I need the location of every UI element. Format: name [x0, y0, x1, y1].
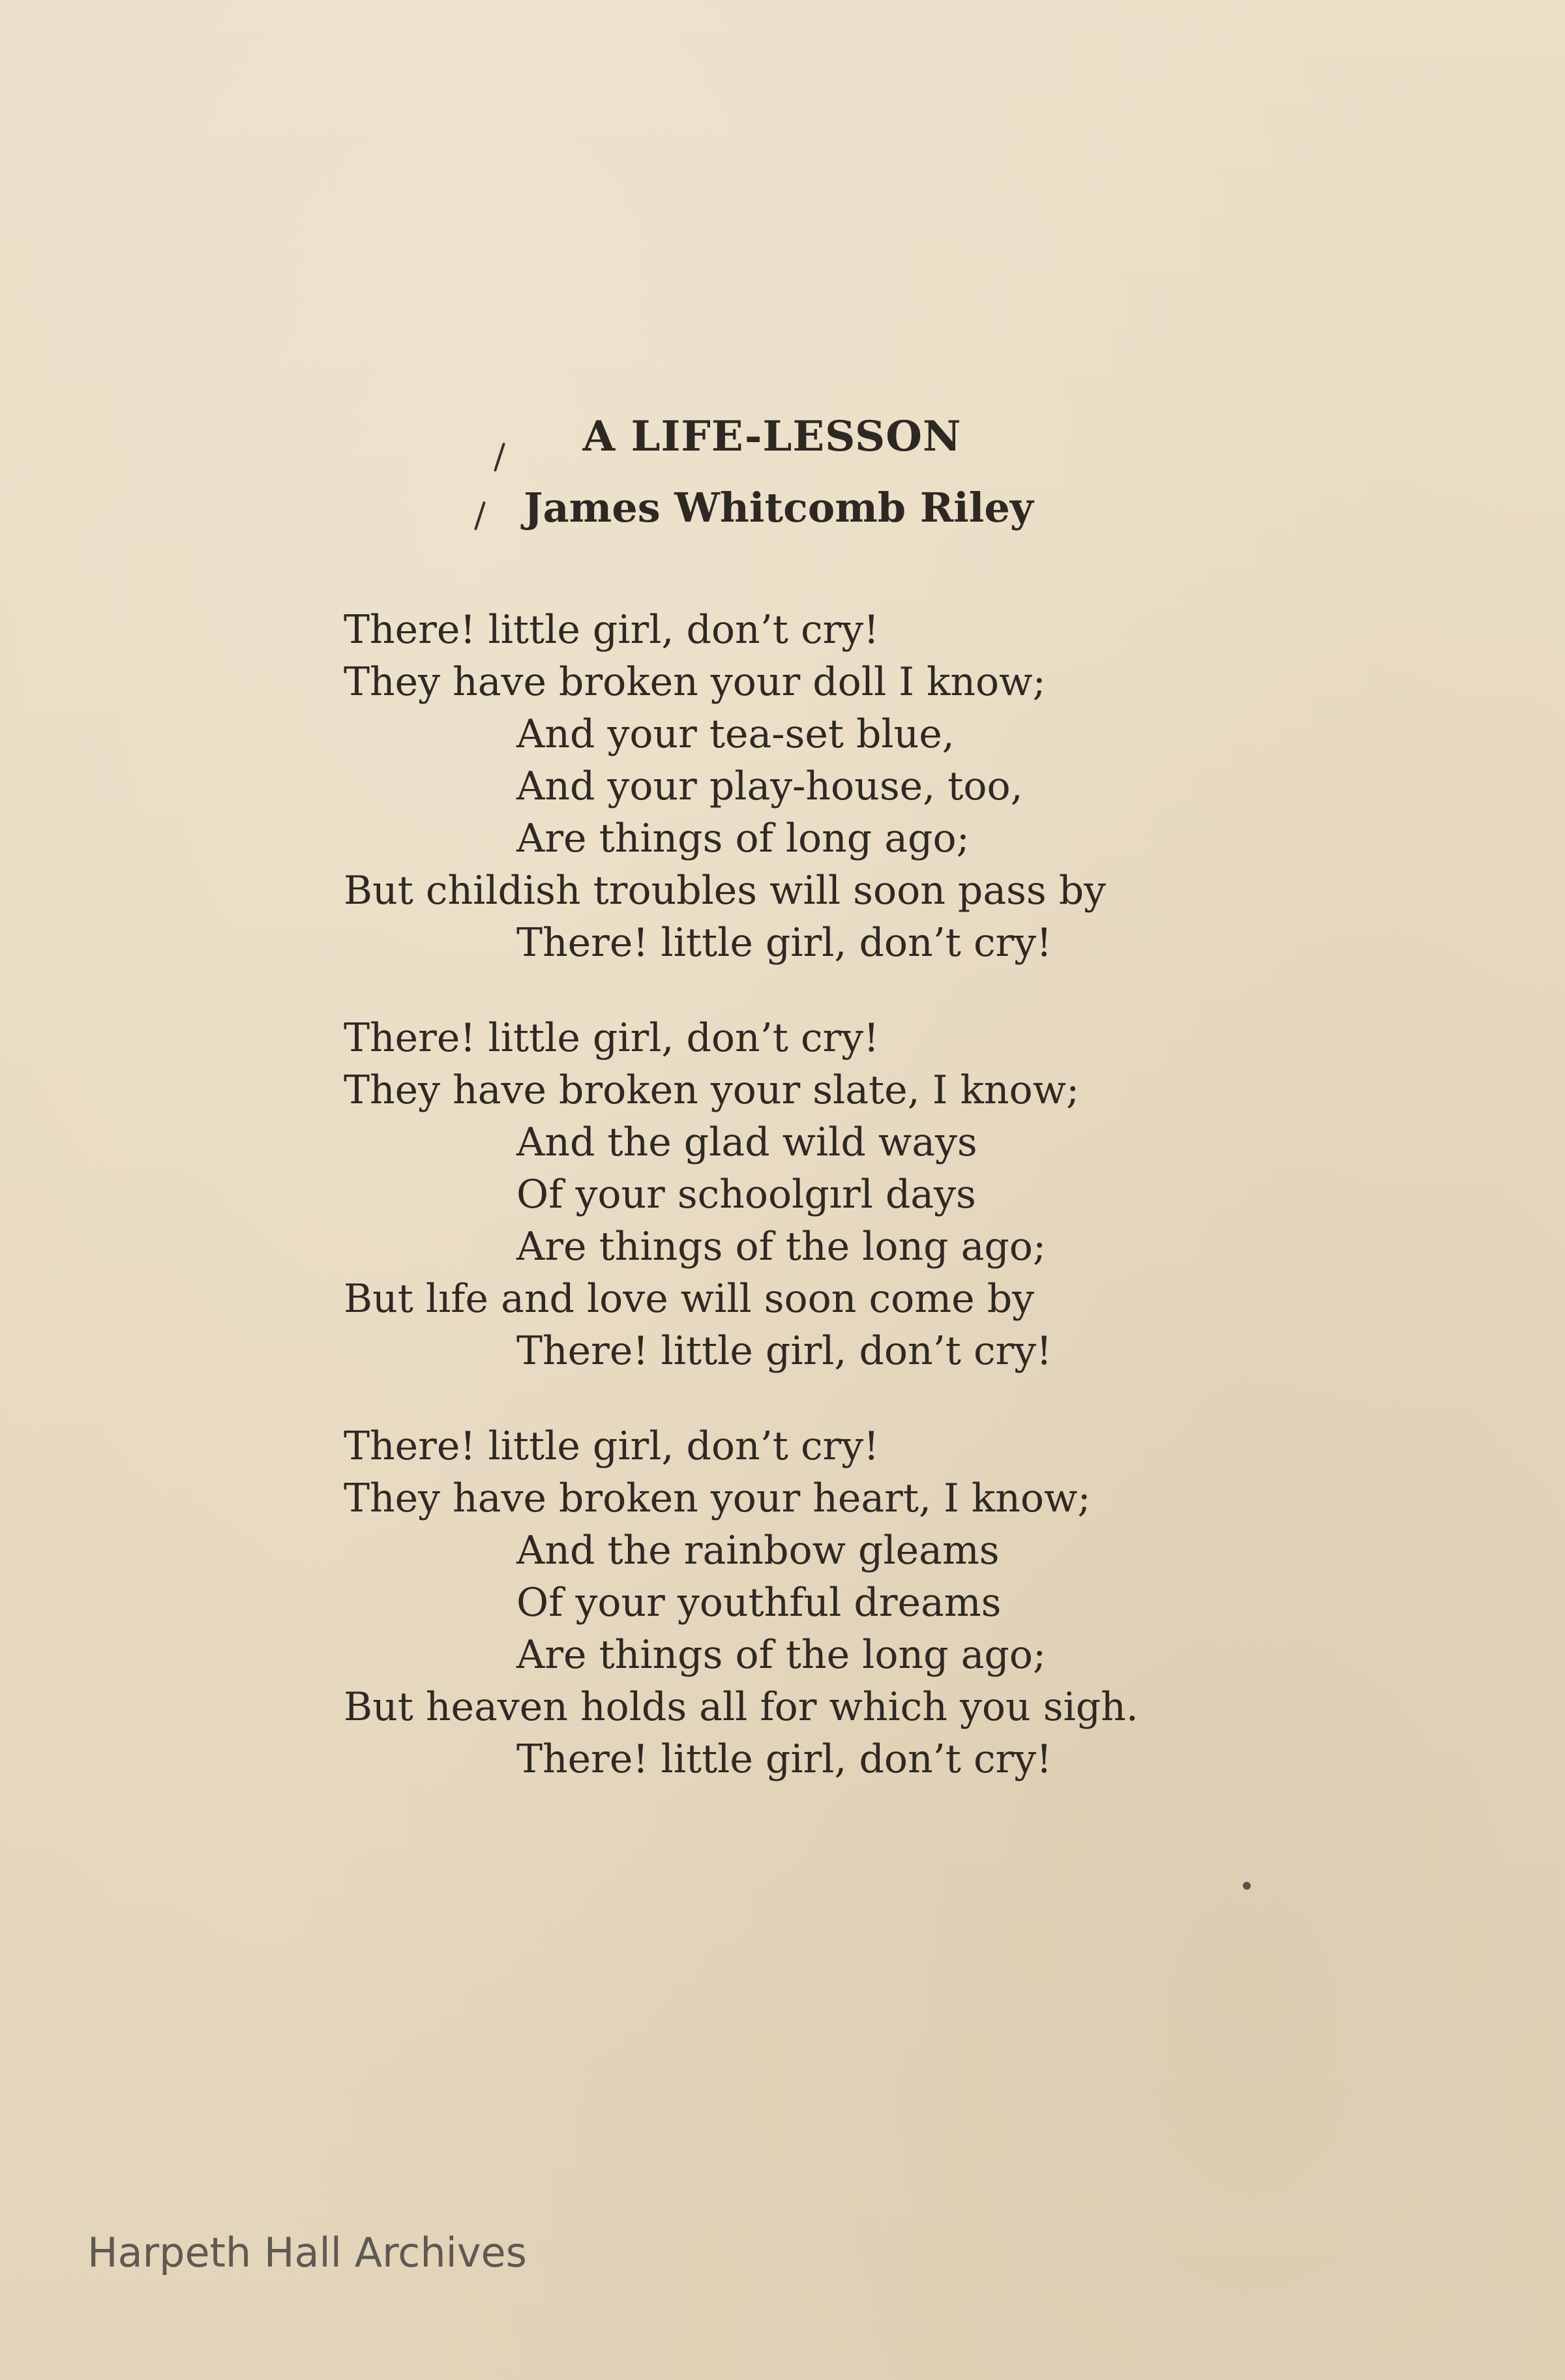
stanza-3	[344, 1420, 1452, 1785]
poem-body	[344, 604, 1452, 1828]
paper-speck	[1243, 1882, 1251, 1890]
stanza-1	[344, 604, 1452, 969]
poem-line: Are things of the long ago;	[516, 1224, 1047, 1270]
poem-line: But lıfe and love will soon come by	[344, 1276, 1035, 1322]
poem-author	[0, 484, 1565, 531]
poem-line: And your play-house, too,	[516, 764, 1023, 809]
archive-watermark: Harpeth Hall Archives	[87, 2229, 527, 2276]
poem-line: They have broken your heart, I know;	[344, 1476, 1091, 1521]
poem-title	[0, 412, 1565, 461]
poem-line: And your tea-set blue,	[516, 711, 955, 757]
poem-line: Of your youthful dreams	[516, 1580, 1002, 1626]
poem-line: Are things of the long ago;	[516, 1632, 1047, 1678]
poem-title-text: A LIFE-LESSON	[582, 412, 962, 461]
poem-line: There! little girl, don’t cry!	[516, 1736, 1052, 1782]
poem-line: They have broken your doll I know;	[344, 659, 1046, 705]
stanza-2	[344, 1012, 1452, 1377]
poem-line: And the rainbow gleams	[516, 1528, 1000, 1573]
poem-line: They have broken your slate, I know;	[344, 1067, 1080, 1113]
poem-line: There! little girl, don’t cry!	[516, 920, 1052, 966]
poem-line: There! little girl, don’t cry!	[344, 1015, 880, 1061]
poem-line: But childish troubles will soon pass by	[344, 868, 1107, 914]
poem-line: There! little girl, don’t cry!	[344, 607, 880, 653]
poem-line: Of your schoolgırl days	[516, 1172, 976, 1217]
poem-line: There! little girl, don’t cry!	[344, 1423, 880, 1469]
poem-line: There! little girl, don’t cry!	[516, 1328, 1052, 1374]
poem-line: Are things of long ago;	[516, 816, 970, 861]
poem-line: But heaven holds all for which you sigh.	[344, 1684, 1139, 1730]
poem-line: And the glad wild ways	[516, 1120, 977, 1165]
poem-author-text: James Whitcomb Riley	[524, 484, 1034, 531]
